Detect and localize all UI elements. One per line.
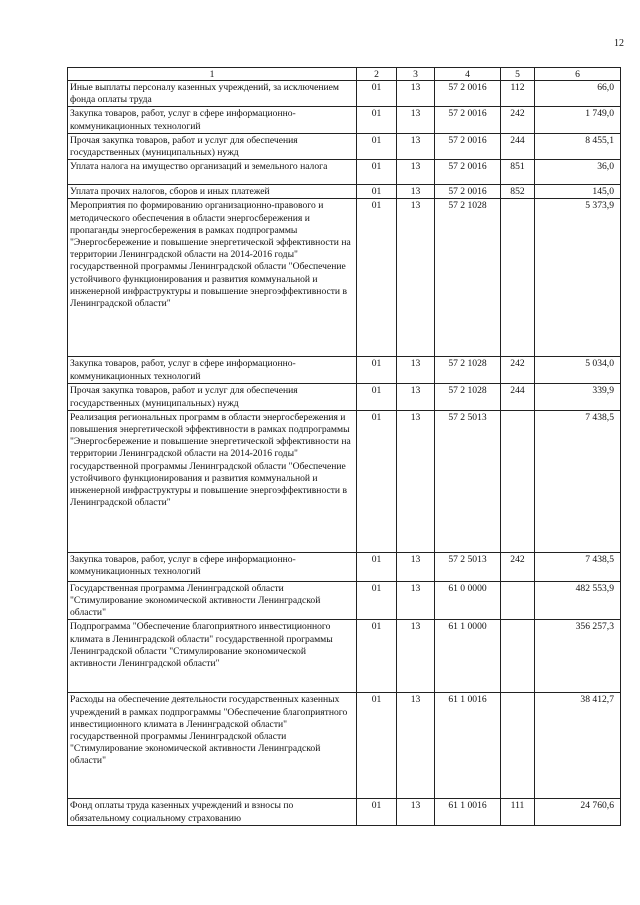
amount-cell: 36,0: [535, 160, 621, 185]
expense-type-cell: 242: [501, 107, 535, 133]
subsection-code-cell: 13: [397, 384, 435, 410]
amount-cell: 66,0: [535, 81, 621, 107]
column-header: 1: [68, 68, 357, 81]
subsection-code-cell: 13: [397, 133, 435, 159]
expense-type-cell: [501, 620, 535, 693]
section-code-cell: 01: [357, 552, 397, 581]
section-code-cell: 01: [357, 410, 397, 552]
target-article-cell: 61 1 0016: [435, 693, 501, 799]
amount-cell: 339,9: [535, 384, 621, 410]
expense-type-cell: [501, 199, 535, 357]
row-name-cell: Закупка товаров, работ, услуг в сфере информационно-коммуникационных технологий: [68, 107, 357, 133]
section-code-cell: 01: [357, 581, 397, 620]
column-header: 2: [357, 68, 397, 81]
table-row: [68, 81, 621, 107]
section-code-cell: 01: [357, 357, 397, 384]
section-code-cell: 01: [357, 693, 397, 799]
subsection-code-cell: 13: [397, 357, 435, 384]
table-row: [68, 160, 621, 185]
amount-cell: 5 034,0: [535, 357, 621, 384]
target-article-cell: 57 2 5013: [435, 410, 501, 552]
subsection-code-cell: 13: [397, 581, 435, 620]
section-code-cell: 01: [357, 384, 397, 410]
target-article-cell: 61 0 0000: [435, 581, 501, 620]
section-code-cell: 01: [357, 185, 397, 199]
column-header: 5: [501, 68, 535, 81]
subsection-code-cell: 13: [397, 160, 435, 185]
row-name-cell: Закупка товаров, работ, услуг в сфере информационно-коммуникационных технологий: [68, 552, 357, 581]
amount-cell: 5 373,9: [535, 199, 621, 357]
target-article-cell: 57 2 0016: [435, 133, 501, 159]
section-code-cell: 01: [357, 160, 397, 185]
subsection-code-cell: 13: [397, 410, 435, 552]
section-code-cell: 01: [357, 199, 397, 357]
section-code-cell: 01: [357, 620, 397, 693]
subsection-code-cell: 13: [397, 81, 435, 107]
target-article-cell: 57 2 1028: [435, 384, 501, 410]
expense-type-cell: 244: [501, 384, 535, 410]
target-article-cell: 57 2 0016: [435, 160, 501, 185]
table-row: [68, 357, 621, 384]
target-article-cell: 57 2 5013: [435, 552, 501, 581]
budget-table: [67, 67, 621, 826]
subsection-code-cell: 13: [397, 620, 435, 693]
row-name-cell: Уплата налога на имущество организаций и земельного налога: [68, 160, 357, 185]
section-code-cell: 01: [357, 107, 397, 133]
expense-type-cell: 242: [501, 552, 535, 581]
section-code-cell: 01: [357, 81, 397, 107]
table-row: [68, 107, 621, 133]
target-article-cell: 61 1 0016: [435, 799, 501, 825]
table-row: [68, 552, 621, 581]
row-name-cell: Уплата прочих налогов, сборов и иных платежей: [68, 185, 357, 199]
table-row: [68, 199, 621, 357]
column-header: 4: [435, 68, 501, 81]
table-row: [68, 693, 621, 799]
expense-type-cell: 111: [501, 799, 535, 825]
row-name-cell: Фонд оплаты труда казенных учреждений и взносы по обязательному социальному страхованию: [68, 799, 357, 825]
subsection-code-cell: 13: [397, 107, 435, 133]
row-name-cell: Государственная программа Ленинградской области "Стимулирование экономической активности Ленинградской области": [68, 581, 357, 620]
section-code-cell: 01: [357, 799, 397, 825]
expense-type-cell: [501, 410, 535, 552]
target-article-cell: 57 2 1028: [435, 199, 501, 357]
amount-cell: 7 438,5: [535, 410, 621, 552]
expense-type-cell: 242: [501, 357, 535, 384]
row-name-cell: Иные выплаты персоналу казенных учреждений, за исключением фонда оплаты труда: [68, 81, 357, 107]
expense-type-cell: [501, 581, 535, 620]
subsection-code-cell: 13: [397, 199, 435, 357]
table-row: [68, 410, 621, 552]
column-header: 6: [535, 68, 621, 81]
column-header: 3: [397, 68, 435, 81]
expense-type-cell: [501, 693, 535, 799]
expense-type-cell: 244: [501, 133, 535, 159]
row-name-cell: Прочая закупка товаров, работ и услуг для обеспечения государственных (муниципальных) нужд: [68, 384, 357, 410]
row-name-cell: Мероприятия по формированию организационно-правового и методического обеспечения в области энергосбережения и пропаганды энергосбережения в рамках подпрограммы "Энергосбережение и повышение энергетической эффективности на территории Ленинградской области на 2014-2016 годы" государственной программы Ленинградской области "Обеспечение устойчивого функционирования и развития коммунальной и инженерной инфраструктуры и повышение энергоэффективности в Ленинградской области": [68, 199, 357, 357]
amount-cell: 38 412,7: [535, 693, 621, 799]
expense-type-cell: 112: [501, 81, 535, 107]
subsection-code-cell: 13: [397, 799, 435, 825]
row-name-cell: Подпрограмма "Обеспечение благоприятного инвестиционного климата в Ленинградской области" государственной программы Ленинградской области "Стимулирование экономической активности Ленинградской области": [68, 620, 357, 693]
table-row: [68, 185, 621, 199]
table-row: [68, 620, 621, 693]
table-row: [68, 799, 621, 825]
table-row: [68, 384, 621, 410]
row-name-cell: Реализация региональных программ в области энергосбережения и повышения энергетической эффективности в рамках подпрограммы "Энергосбережение и повышение энергетической эффективности на территории Ленинградской области на 2014-2016 годы" государственной программы Ленинградской области "Обеспечение устойчивого функционирования и развития коммунальной и инженерной инфраструктуры и повышение энергоэффективности в Ленинградской области": [68, 410, 357, 552]
expense-type-cell: 851: [501, 160, 535, 185]
amount-cell: 482 553,9: [535, 581, 621, 620]
target-article-cell: 57 2 0016: [435, 185, 501, 199]
row-name-cell: Прочая закупка товаров, работ и услуг для обеспечения государственных (муниципальных) нужд: [68, 133, 357, 159]
target-article-cell: 57 2 0016: [435, 107, 501, 133]
target-article-cell: 61 1 0000: [435, 620, 501, 693]
amount-cell: 356 257,3: [535, 620, 621, 693]
page-number: 12: [614, 38, 624, 49]
section-code-cell: 01: [357, 133, 397, 159]
amount-cell: 24 760,6: [535, 799, 621, 825]
row-name-cell: Расходы на обеспечение деятельности государственных казенных учреждений в рамках подпрограммы "Обеспечение благоприятного инвестиционного климата в Ленинградской области" государственной программы Ленинградской области "Стимулирование экономической активности Ленинградской области": [68, 693, 357, 799]
subsection-code-cell: 13: [397, 185, 435, 199]
table-row: [68, 581, 621, 620]
target-article-cell: 57 2 1028: [435, 357, 501, 384]
amount-cell: 8 455,1: [535, 133, 621, 159]
subsection-code-cell: 13: [397, 693, 435, 799]
target-article-cell: 57 2 0016: [435, 81, 501, 107]
subsection-code-cell: 13: [397, 552, 435, 581]
row-name-cell: Закупка товаров, работ, услуг в сфере информационно-коммуникационных технологий: [68, 357, 357, 384]
table-header-row: [68, 68, 621, 81]
table-row: [68, 133, 621, 159]
amount-cell: 1 749,0: [535, 107, 621, 133]
amount-cell: 145,0: [535, 185, 621, 199]
expense-type-cell: 852: [501, 185, 535, 199]
amount-cell: 7 438,5: [535, 552, 621, 581]
